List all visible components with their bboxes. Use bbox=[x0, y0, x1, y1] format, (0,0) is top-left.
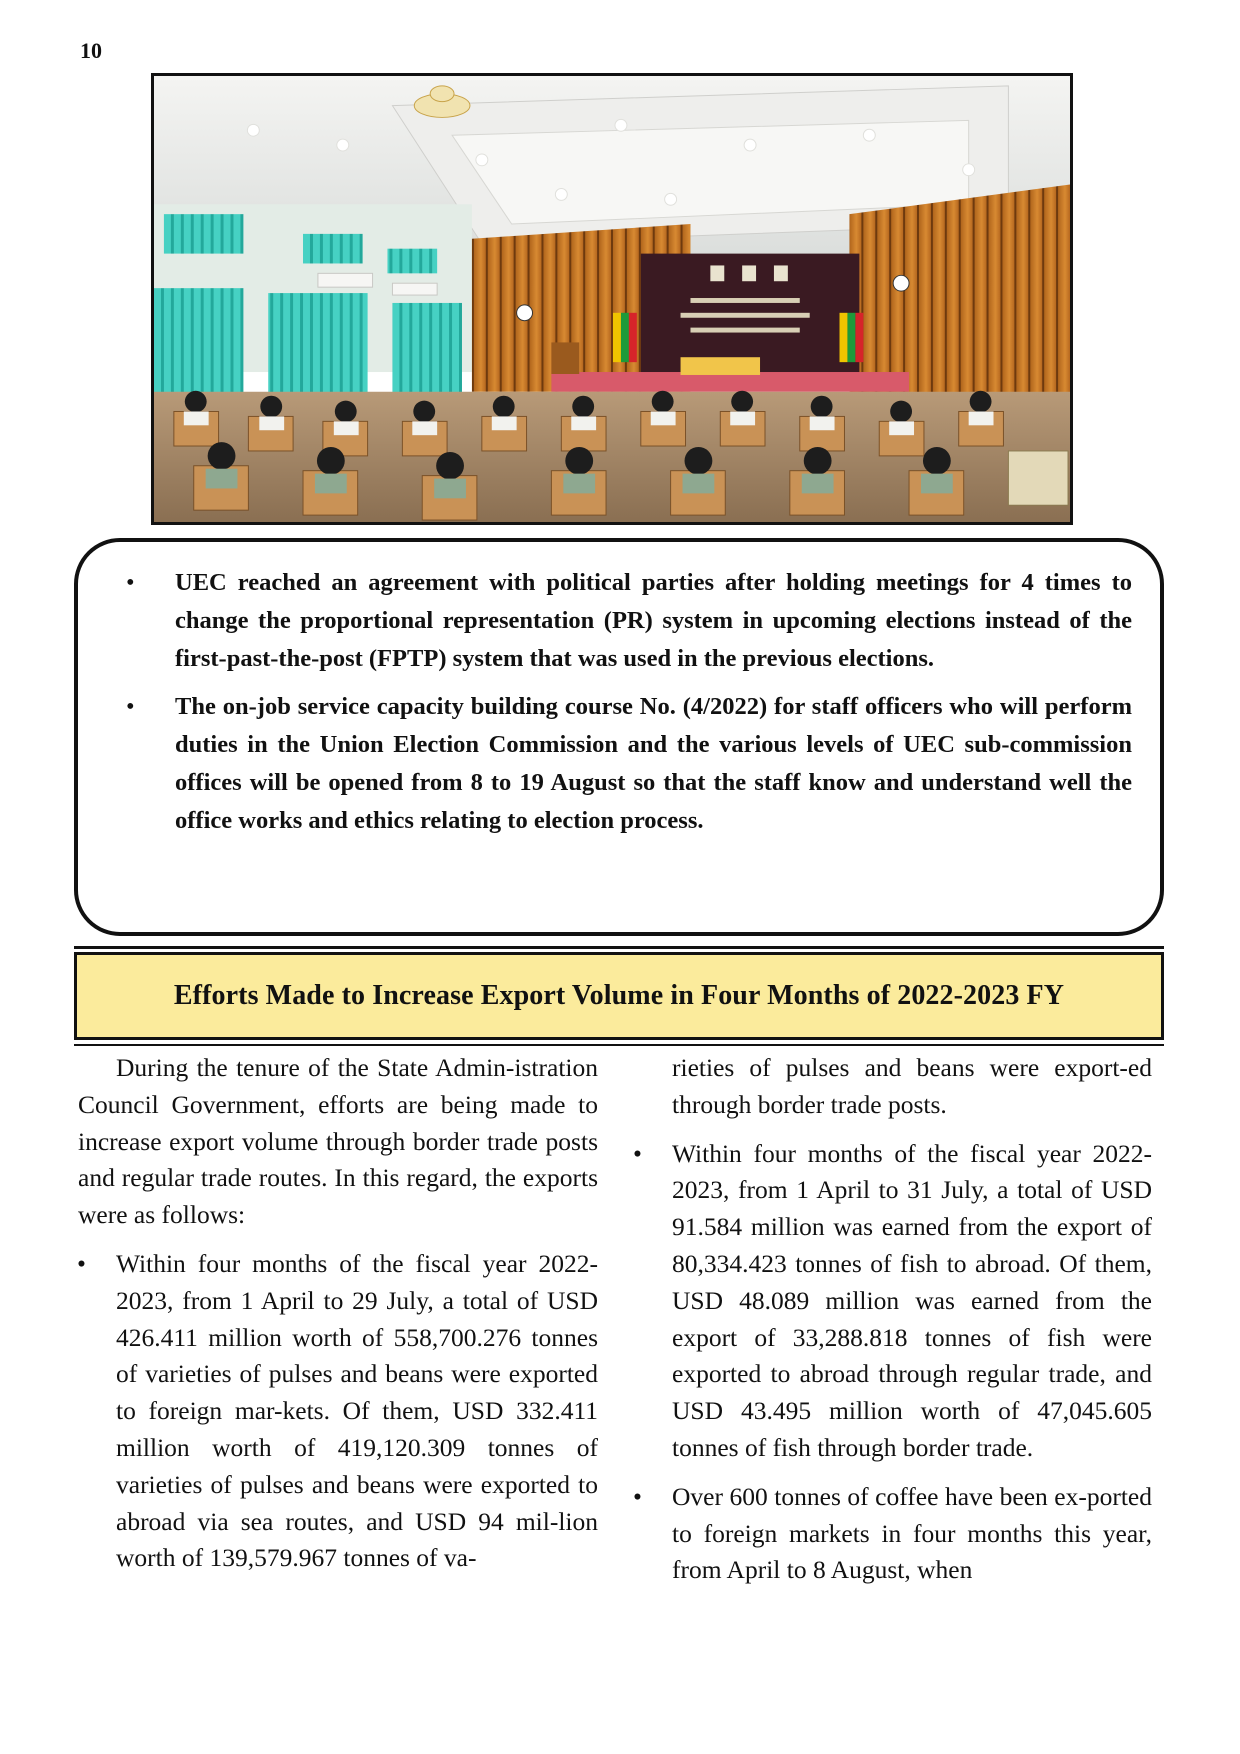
section-title: Efforts Made to Increase Export Volume in Four Months of 2022-2023 FY bbox=[173, 980, 1065, 1011]
meeting-hall-photo bbox=[151, 73, 1073, 525]
article-bullet: • Within four months of the fiscal year 2022-2023, from 1 April to 29 July, a total of USD 426.411 million worth of 558,700.276 tonnes of varieties of pulses and beans were exported to foreign mar-kets. Of them, USD 332.411 million worth of 419,120.309 tonnes of varieties of pulses and beans were exported to abroad via sea routes, and USD 94 mil-lion worth of 139,579.967 tonnes of va- bbox=[78, 1246, 598, 1577]
article-bullet: • Within four months of the fiscal year 2022-2023, from 1 April to 31 July, a total of USD 91.584 million was earned from the export of 80,334.423 tonnes of fish to abroad. Of them, USD 48.089 million was earned from the export of 33,288.818 tonnes of fish were exported to abroad through regular trade, and USD 43.495 million worth of 47,045.605 tonnes of fish through border trade. bbox=[634, 1136, 1152, 1467]
article-bullets bbox=[78, 1246, 598, 1577]
section-banner bbox=[74, 952, 1164, 1040]
article-column-left bbox=[78, 1050, 598, 1589]
article-bullets bbox=[634, 1136, 1152, 1590]
divider bbox=[74, 946, 1164, 949]
highlight-item: • The on-job service capacity building course No. (4/2022) for staff officers who will perform duties in the Union Election Commission and the various levels of UEC sub-commission offices will be opened from 8 to 19 August so that the staff know and understand well the office works and ethics relating to election process. bbox=[120, 688, 1132, 840]
meeting-hall-illustration bbox=[154, 76, 1070, 522]
page-number: 10 bbox=[80, 38, 102, 63]
article-bullet-continued: rieties of pulses and beans were export-ed through border trade posts. bbox=[672, 1053, 1152, 1119]
article-bullet: • Over 600 tonnes of coffee have been ex-ported to foreign markets in four months this year, from April to 8 August, when bbox=[634, 1479, 1152, 1589]
highlights-box bbox=[74, 538, 1164, 936]
article-intro: During the tenure of the State Admin-istration Council Government, efforts are being made to increase export volume through border trade posts and regular trade routes. In this regard, the exports were as follows: bbox=[78, 1053, 598, 1230]
highlights-list bbox=[120, 564, 1132, 840]
highlight-item: • UEC reached an agreement with political parties after holding meetings for 4 times to change the proportional representation (PR) system in upcoming elections instead of the first-past-the-post (FPTP) system that was used in the previous elections. bbox=[120, 564, 1132, 678]
article-column-right bbox=[634, 1050, 1152, 1601]
divider bbox=[74, 1044, 1164, 1046]
